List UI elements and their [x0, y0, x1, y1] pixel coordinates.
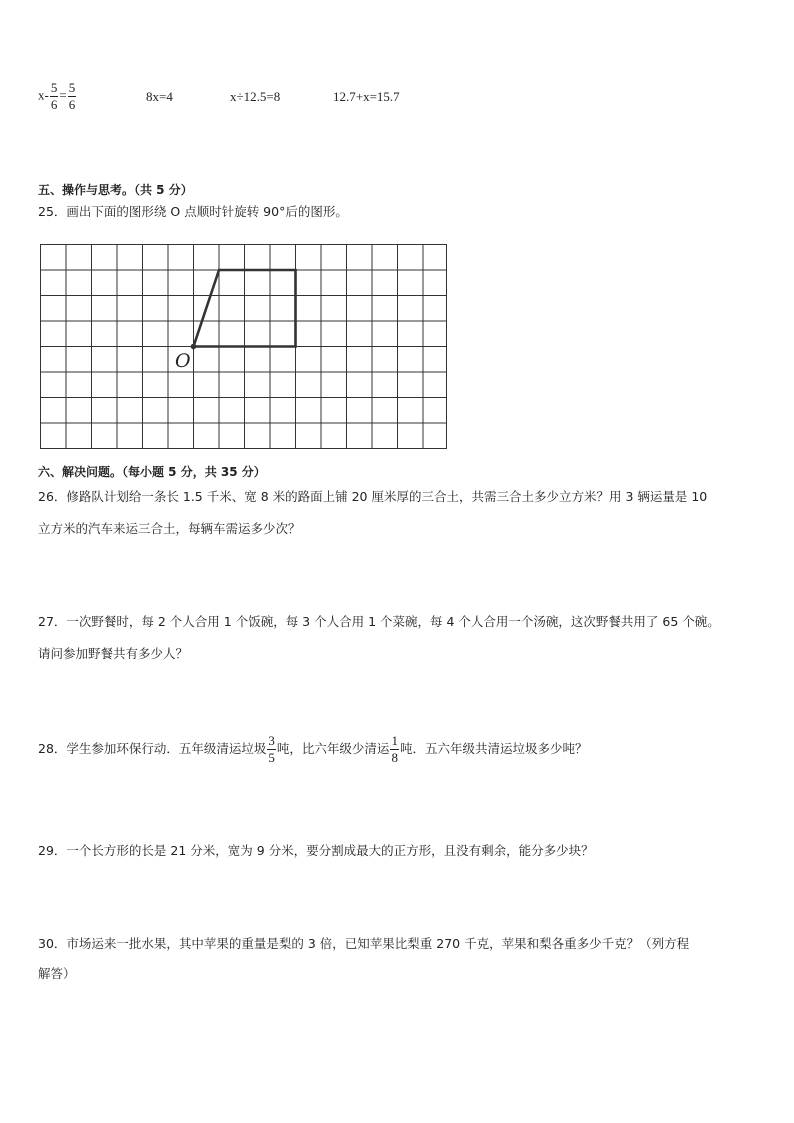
question-26-line-1: 26．修路队计划给一条长 1.5 千米、宽 8 米的路面上铺 20 厘米厚的三合土，共需三合土多少立方米？用 3 辆运量是 10 — [38, 489, 708, 504]
question-28 — [38, 733, 587, 766]
fraction: $\frac{3}{5}$ — [268, 733, 275, 765]
question-28-part-2: 吨，比六年级少清运 — [276, 741, 390, 756]
question-26-line-2: 立方米的汽车来运三合土，每辆车需运多少次？ — [38, 521, 301, 536]
question-28-part-1: 28．学生参加环保行动．五年级清运垃圾 — [38, 741, 267, 756]
origin-point — [191, 344, 197, 350]
question-30-line-2: 解答） — [38, 966, 76, 981]
question-29-line-1: 29．一个长方形的长是 21 分米，宽为 9 分米，要分割成最大的正方形，且没有剩余，能分多少块？ — [38, 843, 594, 858]
origin-label: O — [175, 350, 191, 372]
question-27-line-1: 27．一次野餐时，每 2 个人合用 1 个饭碗，每 3 个人合用 1 个菜碗，每 4 个人合用一个汤碗，这次野餐共用了 65 个碗。 — [38, 614, 720, 629]
equation-4: 12.7+x=15.7 — [333, 89, 400, 104]
equation-1 — [38, 80, 77, 113]
equation-1-prefix: x- — [38, 87, 49, 103]
fraction: $\frac{5}{6}$ — [68, 80, 76, 112]
question-30-line-1: 30．市场运来一批水果，其中苹果的重量是梨的 3 倍，已知苹果比梨重 270 千克，苹果和梨各重多少千克？（列方程 — [38, 936, 690, 951]
grid-figure — [36, 240, 456, 460]
question-25: 25．画出下面的图形绕 O 点顺时针旋转 90°后的图形。 — [38, 204, 348, 219]
section-6-heading: 六、解决问题。（每小题 5 分，共 35 分） — [38, 465, 266, 479]
equation-3: x÷12.5=8 — [230, 89, 281, 104]
question-28-part-3: 吨．五六年级共清运垃圾多少吨？ — [399, 741, 588, 756]
equals-sign: = — [59, 87, 67, 103]
question-27-line-2: 请问参加野餐共有多少人？ — [38, 646, 189, 661]
fraction: $\frac{5}{6}$ — [50, 80, 58, 112]
fraction: $\frac{1}{8}$ — [391, 733, 398, 765]
equation-2: 8x=4 — [146, 89, 173, 104]
section-5-heading: 五、操作与思考。（共 5 分） — [38, 183, 193, 197]
